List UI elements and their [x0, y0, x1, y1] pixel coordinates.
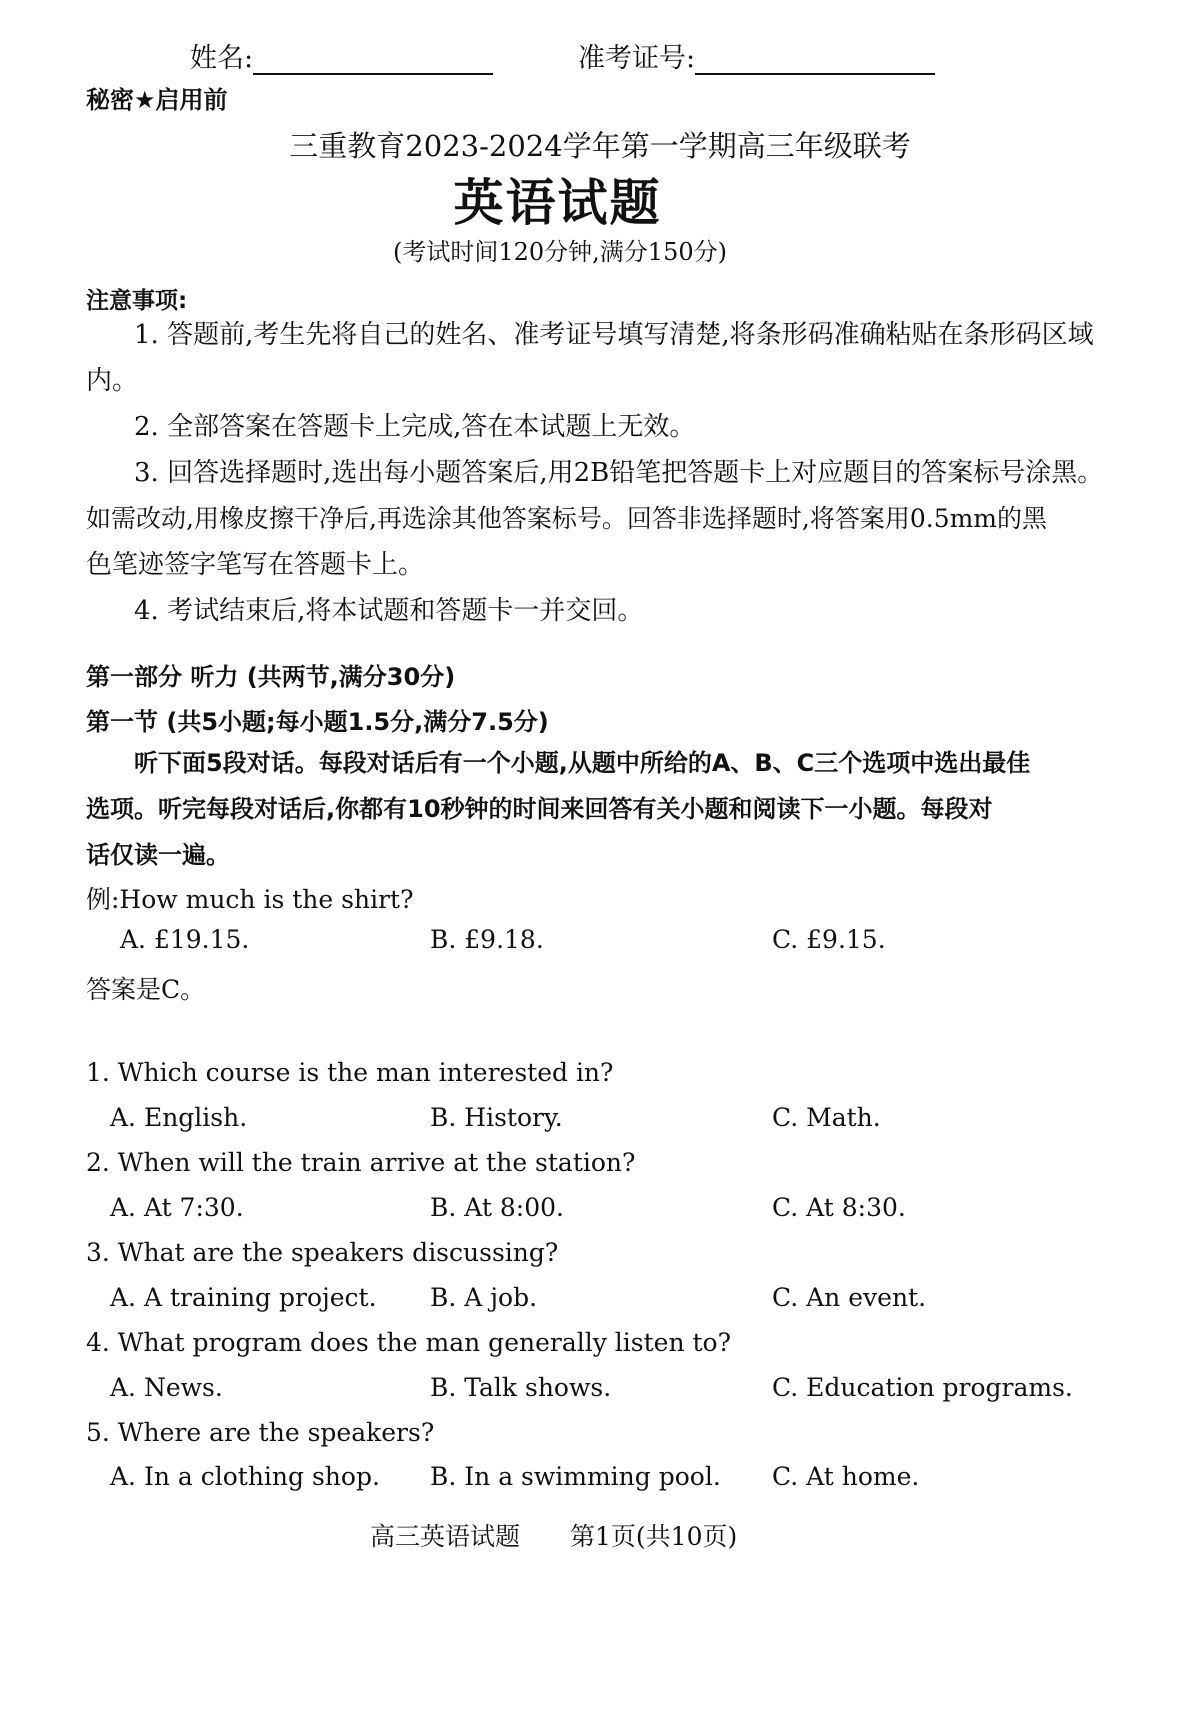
time-info: (考试时间120分钟,满分150分): [393, 238, 727, 266]
q1-option-a[interactable]: A. English.: [110, 1103, 248, 1132]
q2-option-b[interactable]: B. At 8:00.: [430, 1193, 564, 1222]
note-line: 3. 回答选择题时,选出每小题答案后,用2B铅笔把答题卡上对应题目的答案标号涂黑。: [134, 458, 1104, 488]
q1-option-b[interactable]: B. History.: [430, 1103, 563, 1132]
q3-option-a[interactable]: A. A training project.: [110, 1283, 377, 1312]
section-heading: 第一节 (共5小题;每小题1.5分,满分7.5分): [86, 708, 549, 736]
question-5: 5. Where are the speakers?: [86, 1418, 435, 1447]
notes-heading: 注意事项:: [86, 288, 188, 314]
exam-id-label: 准考证号:: [578, 43, 696, 74]
q4-option-b[interactable]: B. Talk shows.: [430, 1373, 612, 1402]
q4-option-c[interactable]: C. Education programs.: [772, 1373, 1073, 1402]
question-1: 1. Which course is the man interested in?: [86, 1058, 614, 1087]
example-answer: 答案是C。: [86, 975, 206, 1004]
q3-option-b[interactable]: B. A job.: [430, 1283, 538, 1312]
name-blank[interactable]: [253, 47, 493, 75]
instruction-line: 话仅读一遍。: [86, 841, 230, 869]
note-line: 1. 答题前,考生先将自己的姓名、准考证号填写清楚,将条形码准确粘贴在条形码区域: [134, 320, 1094, 350]
exam-id-blank[interactable]: [695, 47, 935, 75]
note-line: 如需改动,用橡皮擦干净后,再选涂其他答案标号。回答非选择题时,将答案用0.5mm的黑: [86, 504, 1048, 533]
note-line: 4. 考试结束后,将本试题和答题卡一并交回。: [134, 596, 644, 626]
note-line: 内。: [86, 366, 139, 396]
page-number: 第1页(共10页): [570, 1522, 738, 1551]
q5-option-b[interactable]: B. In a swimming pool.: [430, 1462, 721, 1491]
example-option-c: C. £9.15.: [772, 925, 886, 954]
q2-option-a[interactable]: A. At 7:30.: [110, 1193, 244, 1222]
exam-line: 三重教育2023-2024学年第一学期高三年级联考: [289, 129, 911, 163]
q2-option-c[interactable]: C. At 8:30.: [772, 1193, 906, 1222]
q5-option-c[interactable]: C. At home.: [772, 1462, 920, 1491]
q5-option-a[interactable]: A. In a clothing shop.: [110, 1462, 380, 1491]
example-question: 例:How much is the shirt?: [86, 885, 414, 914]
instruction-line: 选项。听完每段对话后,你都有10秒钟的时间来回答有关小题和阅读下一小题。每段对: [86, 795, 993, 823]
question-2: 2. When will the train arrive at the station?: [86, 1148, 636, 1177]
example-option-a: A. £19.15.: [120, 925, 250, 954]
name-label: 姓名:: [190, 43, 254, 74]
q3-option-c[interactable]: C. An event.: [772, 1283, 927, 1312]
confidential-label: 秘密★启用前: [86, 86, 228, 114]
question-4: 4. What program does the man generally listen to?: [86, 1328, 732, 1357]
notes-block: [86, 312, 1116, 634]
q1-option-c[interactable]: C. Math.: [772, 1103, 881, 1132]
note-line: 色笔迹签字笔写在答题卡上。: [86, 550, 425, 580]
instructions-block: [86, 740, 1126, 878]
footer-subject: 高三英语试题: [370, 1522, 521, 1551]
note-line: 2. 全部答案在答题卡上完成,答在本试题上无效。: [134, 412, 696, 442]
instruction-line: 听下面5段对话。每段对话后有一个小题,从题中所给的A、B、C三个选项中选出最佳: [134, 749, 1031, 777]
question-3: 3. What are the speakers discussing?: [86, 1238, 559, 1267]
name-field: [190, 36, 493, 75]
part-heading: 第一部分 听力 (共两节,满分30分): [86, 663, 456, 691]
q4-option-a[interactable]: A. News.: [110, 1373, 223, 1402]
exam-id-field: [578, 36, 935, 75]
example-option-b: B. £9.18.: [430, 925, 544, 954]
page-title: 英语试题: [453, 173, 662, 232]
